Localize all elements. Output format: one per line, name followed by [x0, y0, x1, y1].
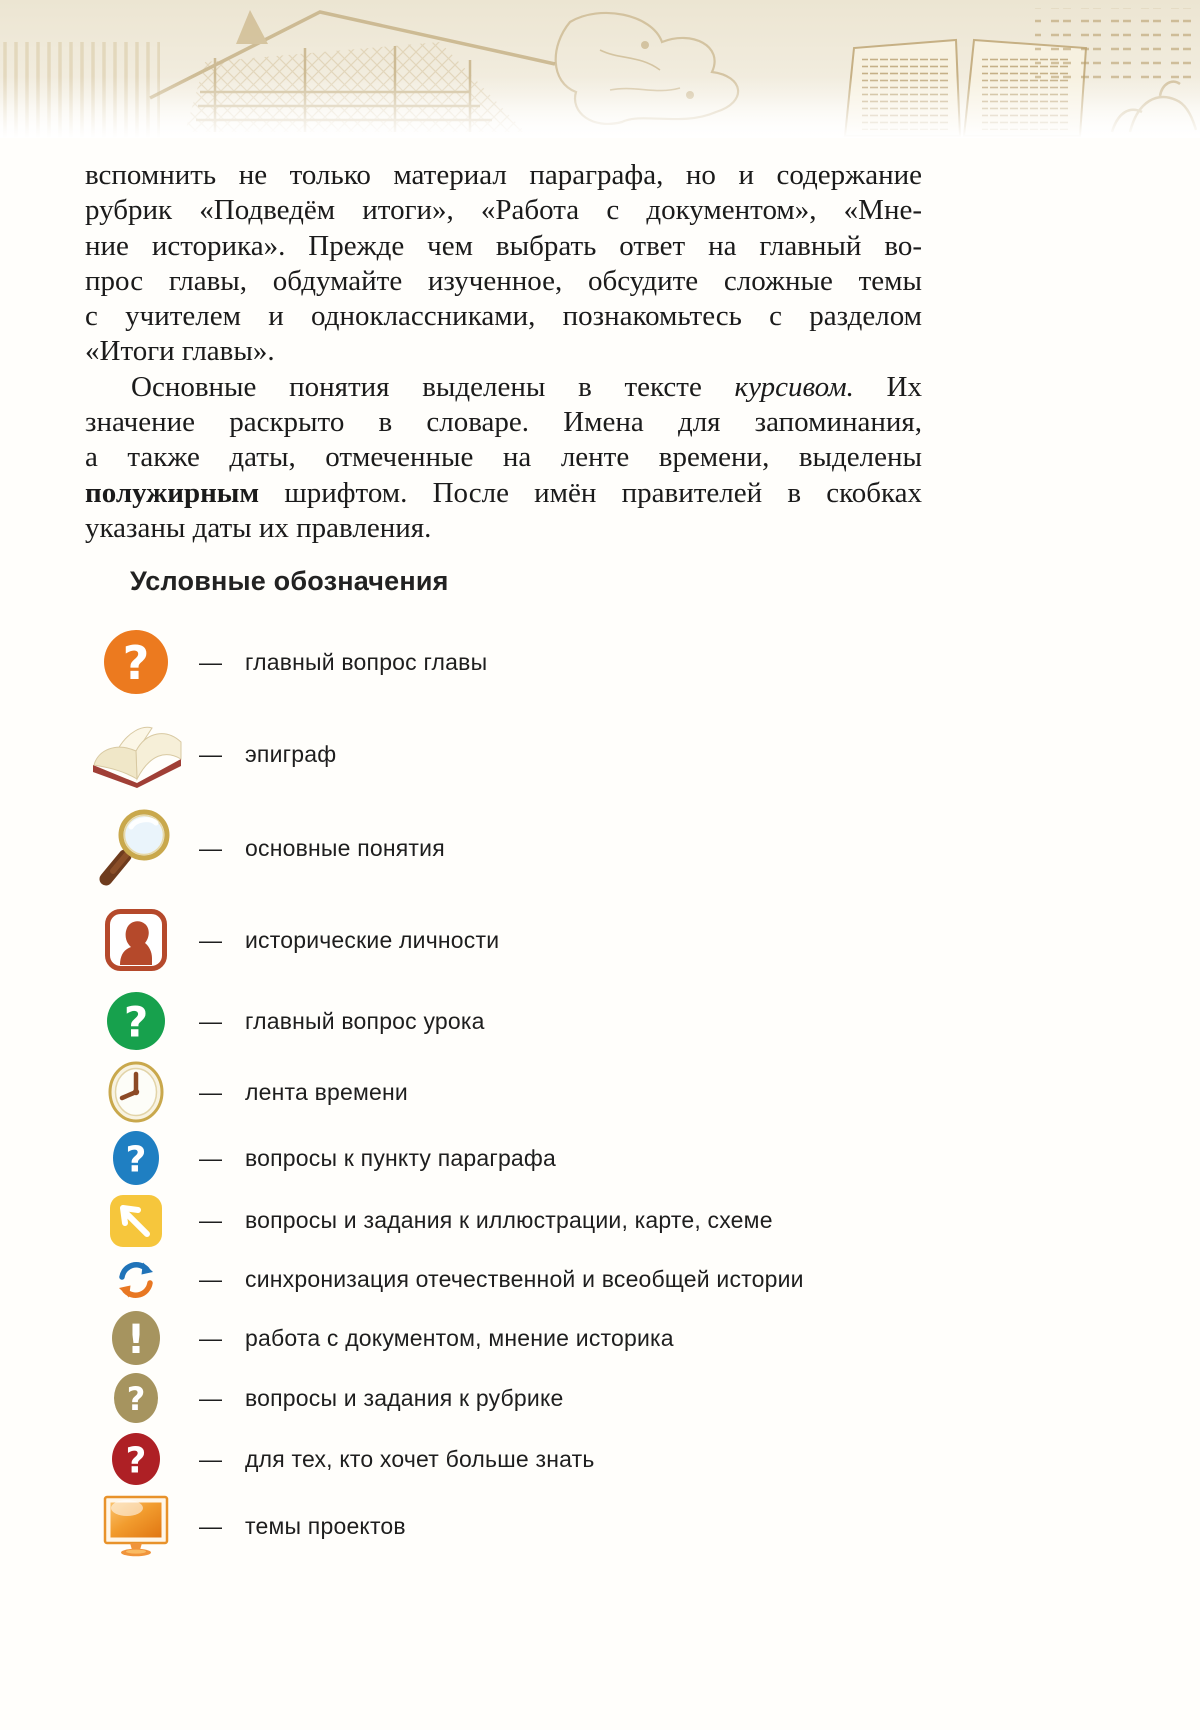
historical-figures-portrait-icon — [85, 908, 187, 972]
intro-text — [85, 158, 922, 546]
legend-item — [85, 984, 1115, 1058]
intro-line: указаны даты их правления. — [85, 511, 432, 544]
legend-dash: — — [199, 1144, 222, 1171]
sync-icon — [85, 1258, 187, 1302]
legend-item-label: исторические личности — [245, 926, 500, 953]
intro-paragraph — [85, 370, 922, 546]
intro-line: рубрик «Подведём итоги», «Работа с документом», «Мне- — [85, 194, 922, 227]
key-concepts-magnifier-icon — [85, 808, 187, 888]
legend-item-label: работа с документом, мнение историка — [245, 1324, 674, 1351]
timeline-clock-icon — [85, 1061, 187, 1123]
legend-dash: — — [199, 1384, 222, 1411]
svg-text:?: ? — [122, 636, 150, 691]
header-collage — [0, 0, 1200, 138]
legend-dash: — — [199, 1078, 222, 1105]
legend-list — [85, 616, 1115, 1562]
legend-dash: — — [199, 1007, 222, 1034]
legend-item — [85, 1428, 1115, 1490]
legend-dash: — — [199, 1324, 222, 1351]
intro-line: вспомнить не только материал параграфа, но и содержание — [85, 159, 922, 191]
header-collage-image — [0, 0, 1200, 138]
legend-dash: — — [199, 1207, 222, 1233]
legend-item-label: вопросы к пункту параграфа — [245, 1144, 557, 1171]
chapter-question-icon — [85, 630, 187, 694]
legend-item-label: вопросы и задания к рубрике — [245, 1384, 564, 1411]
legend-item — [85, 1308, 1115, 1368]
legend-item — [85, 1490, 1115, 1562]
svg-text:!: ! — [126, 1316, 146, 1363]
legend-item-label: главный вопрос главы — [245, 648, 488, 675]
legend-dash: — — [199, 1266, 222, 1292]
intro-line: значение раскрыто в словаре. Имена для запоминания, — [85, 406, 922, 439]
intro-line: полужирным шрифтом. После имён правителей в скобках — [85, 476, 922, 509]
more-question-icon — [85, 1433, 187, 1485]
intro-line: Основные понятия выделены в тексте курсивом. Их — [131, 370, 922, 403]
legend-item — [85, 800, 1115, 896]
intro-line: «Итоги главы». — [85, 335, 275, 368]
legend-item — [85, 1058, 1115, 1126]
legend-item-label: главный вопрос урока — [245, 1007, 485, 1034]
lesson-question-icon — [85, 992, 187, 1050]
legend-item — [85, 1251, 1115, 1308]
intro-line: прос главы, обдумайте изученное, обсудите сложные темы — [85, 264, 922, 297]
svg-text:?: ? — [123, 997, 149, 1047]
projects-monitor-icon — [85, 1495, 187, 1557]
legend-dash: — — [199, 834, 222, 861]
rubric-question-icon — [85, 1373, 187, 1423]
legend-item — [85, 708, 1115, 800]
intro-line: а также даты, отмеченные на ленте времени, выделены — [85, 441, 922, 474]
legend-item-label: темы проектов — [245, 1512, 406, 1539]
legend-dash: — — [199, 1445, 222, 1472]
legend-item — [85, 1368, 1115, 1428]
legend-title: Условные обозначения — [130, 566, 449, 596]
intro-paragraph — [85, 158, 922, 370]
document-exclamation-icon — [85, 1311, 187, 1365]
svg-text:?: ? — [125, 1139, 147, 1181]
svg-text:?: ? — [125, 1440, 147, 1482]
legend-dash: — — [199, 740, 222, 767]
svg-text:?: ? — [126, 1379, 146, 1418]
legend-dash: — — [199, 1512, 222, 1539]
legend-dash: — — [199, 648, 222, 675]
legend-item-label: синхронизация отечественной и всеобщей истории — [245, 1266, 804, 1292]
legend-item-label: лента времени — [245, 1078, 408, 1105]
paragraph-questions-icon — [85, 1131, 187, 1185]
legend-item — [85, 1190, 1115, 1251]
legend-item — [85, 896, 1115, 984]
legend-item — [85, 616, 1115, 708]
intro-line: с учителем и одноклассниками, познакомьтесь с разделом — [85, 300, 922, 333]
illustration-arrow-icon — [85, 1195, 187, 1247]
intro-line: ние историка». Прежде чем выбрать ответ на главный во- — [85, 229, 922, 262]
legend-item-label: эпиграф — [245, 740, 337, 767]
legend-item-label: для тех, кто хочет больше знать — [245, 1445, 595, 1472]
legend-item — [85, 1126, 1115, 1190]
legend-dash: — — [199, 926, 222, 953]
legend-item-label: основные понятия — [245, 834, 445, 861]
epigraph-book-icon — [85, 720, 187, 788]
legend-item-label: вопросы и задания к иллюстрации, карте, схеме — [245, 1207, 773, 1233]
